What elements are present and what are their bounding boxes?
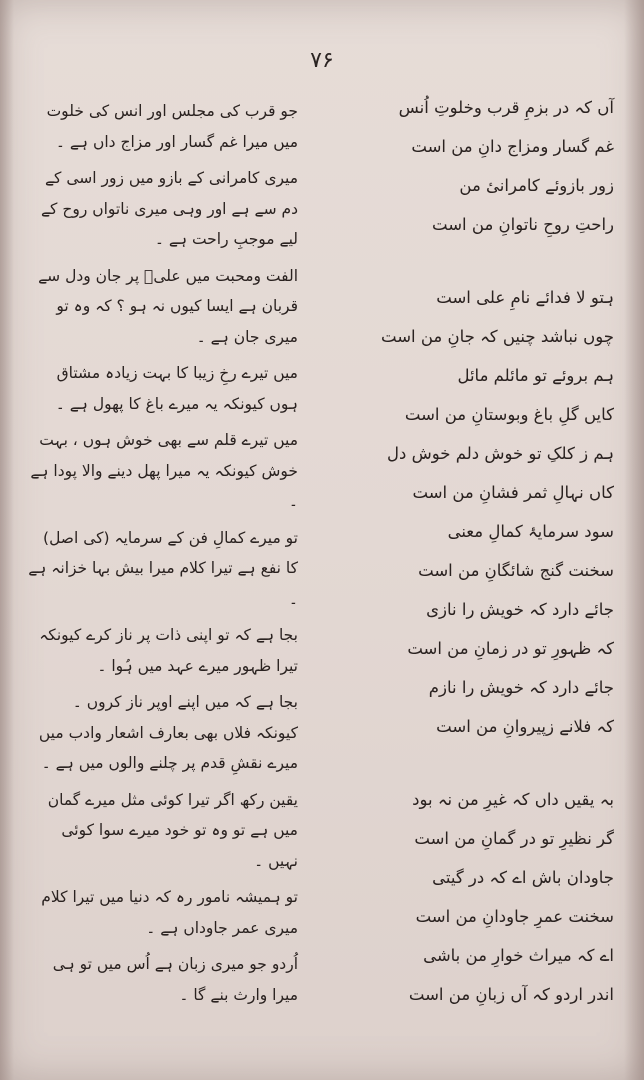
verse-stanza-3 bbox=[352, 780, 614, 1014]
translation-paragraph: بجا ہے کہ میں اپنے اوپر ناز کروں ۔ کیونکہ فلاں بھی بعارف اشعار وادب میں میرے نقشِ قدم پر چلنے والوں میں ہے ۔ bbox=[38, 693, 298, 772]
verse-line: گر نظیرِ تو در گمانِ من است bbox=[414, 829, 614, 848]
verse-line: چوں نباشد چنیں کہ جانِ من است bbox=[381, 327, 614, 346]
translation-paragraph: اُردو جو میری زبان ہے اُس میں تو ہی میرا وارث بنے گا ۔ bbox=[52, 955, 298, 1004]
translation-paragraph: الفت ومحبت میں علیؑ پر جان ودل سے قربان ہے ایسا کیوں نہ ہو ؟ کہ وہ تو میری جان ہے ۔ bbox=[38, 266, 298, 346]
verse-line: کایں گلِ باغ وبوستانِ من است bbox=[404, 405, 614, 424]
page-number: ۷۶ bbox=[310, 48, 334, 73]
translation-paragraph: تو میرے کمالِ فن کے سرمایہ (کی اصل) کا نفع ہے تیرا کلام میرا بیش بہا خزانہ ہے ۔ bbox=[28, 528, 298, 608]
verse-line: سخنت عمرِ جاودانِ من است bbox=[415, 907, 614, 926]
verse-line: جاودان باش اے کہ در گیتی bbox=[432, 868, 614, 887]
translation-paragraph: میری کامرانی کے بازو میں زور اسی کے دم سے ہے اور وہی میری ناتواں روح کے لیے موجبِ راحت ہے ۔ bbox=[40, 169, 298, 248]
translation-paragraph: میں تیرے قلم سے بھی خوش ہوں ، بہت خوش کیونکہ یہ میرا پھل دینے والا پودا ہے ۔ bbox=[30, 431, 298, 510]
verse-line: راحتِ روحِ ناتوانِ من است bbox=[432, 215, 614, 234]
verse-line: بہ یقیں داں کہ غیرِ من نہ بود bbox=[412, 790, 614, 809]
translation-paragraph: تو ہمیشہ نامور رہ کہ دنیا میں تیرا کلام میری عمر جاوداں ہے ۔ bbox=[41, 888, 298, 937]
urdu-translation-column bbox=[28, 96, 298, 1016]
verse-line: ہم بروئے تو مائلم مائل bbox=[457, 366, 614, 385]
verse-line: سخنت گنج شائگانِ من است bbox=[418, 561, 614, 580]
page-shadow-right bbox=[624, 0, 644, 1080]
verse-line: کاں نہالِ ثمر فشانِ من است bbox=[412, 483, 614, 502]
persian-verse-column bbox=[352, 88, 614, 1048]
verse-line: ہتو لا فدائے نامِ علی است bbox=[436, 288, 614, 307]
translation-paragraph: یقین رکھ اگر تیرا کوئی مثل میرے گمان میں ہے تو وہ تو خود میرے سوا کوئی نہیں ۔ bbox=[47, 790, 298, 870]
translation-paragraph: جو قرب کی مجلس اور انس کی خلوت میں میرا غم گسار اور مزاج داں ہے ۔ bbox=[46, 102, 298, 151]
translation-paragraph: میں تیرے رخِ زیبا کا بہت زیادہ مشتاق ہوں کیونکہ یہ میرے باغ کا پھول ہے ۔ bbox=[55, 364, 298, 413]
verse-line: اندر اردو کہ آں زبانِ من است bbox=[408, 985, 614, 1004]
verse-line: جائے دارد کہ خویش را نازم bbox=[428, 678, 614, 697]
translation-paragraph: بجا ہے کہ تو اپنی ذات پر ناز کرے کیونکہ تیرا ظہور میرے عہد میں ہُوا ۔ bbox=[39, 626, 298, 675]
page-shadow-left bbox=[0, 0, 14, 1080]
verse-line: غم گسار ومزاج دانِ من است bbox=[411, 137, 614, 156]
verse-stanza-2 bbox=[352, 278, 614, 746]
verse-line: زور بازوئے کامرانیٔ من bbox=[459, 176, 614, 195]
verse-line: ہم ز کلکِ تو خوش دلم خوش دل bbox=[387, 444, 614, 463]
verse-line: سود سرمایۂ کمالِ معنی bbox=[447, 522, 614, 541]
verse-stanza-1 bbox=[352, 88, 614, 244]
verse-line: کہ فلانے زپیروانِ من است bbox=[436, 717, 614, 736]
verse-line: اے کہ میراث خوارِ من باشی bbox=[423, 946, 614, 965]
verse-line: کہ ظہورِ تو در زمانِ من است bbox=[407, 639, 614, 658]
verse-line: جائے دارد کہ خویش را نازی bbox=[426, 600, 614, 619]
verse-line: آں کہ در بزمِ قرب وخلوتِ اُنس bbox=[398, 98, 614, 117]
